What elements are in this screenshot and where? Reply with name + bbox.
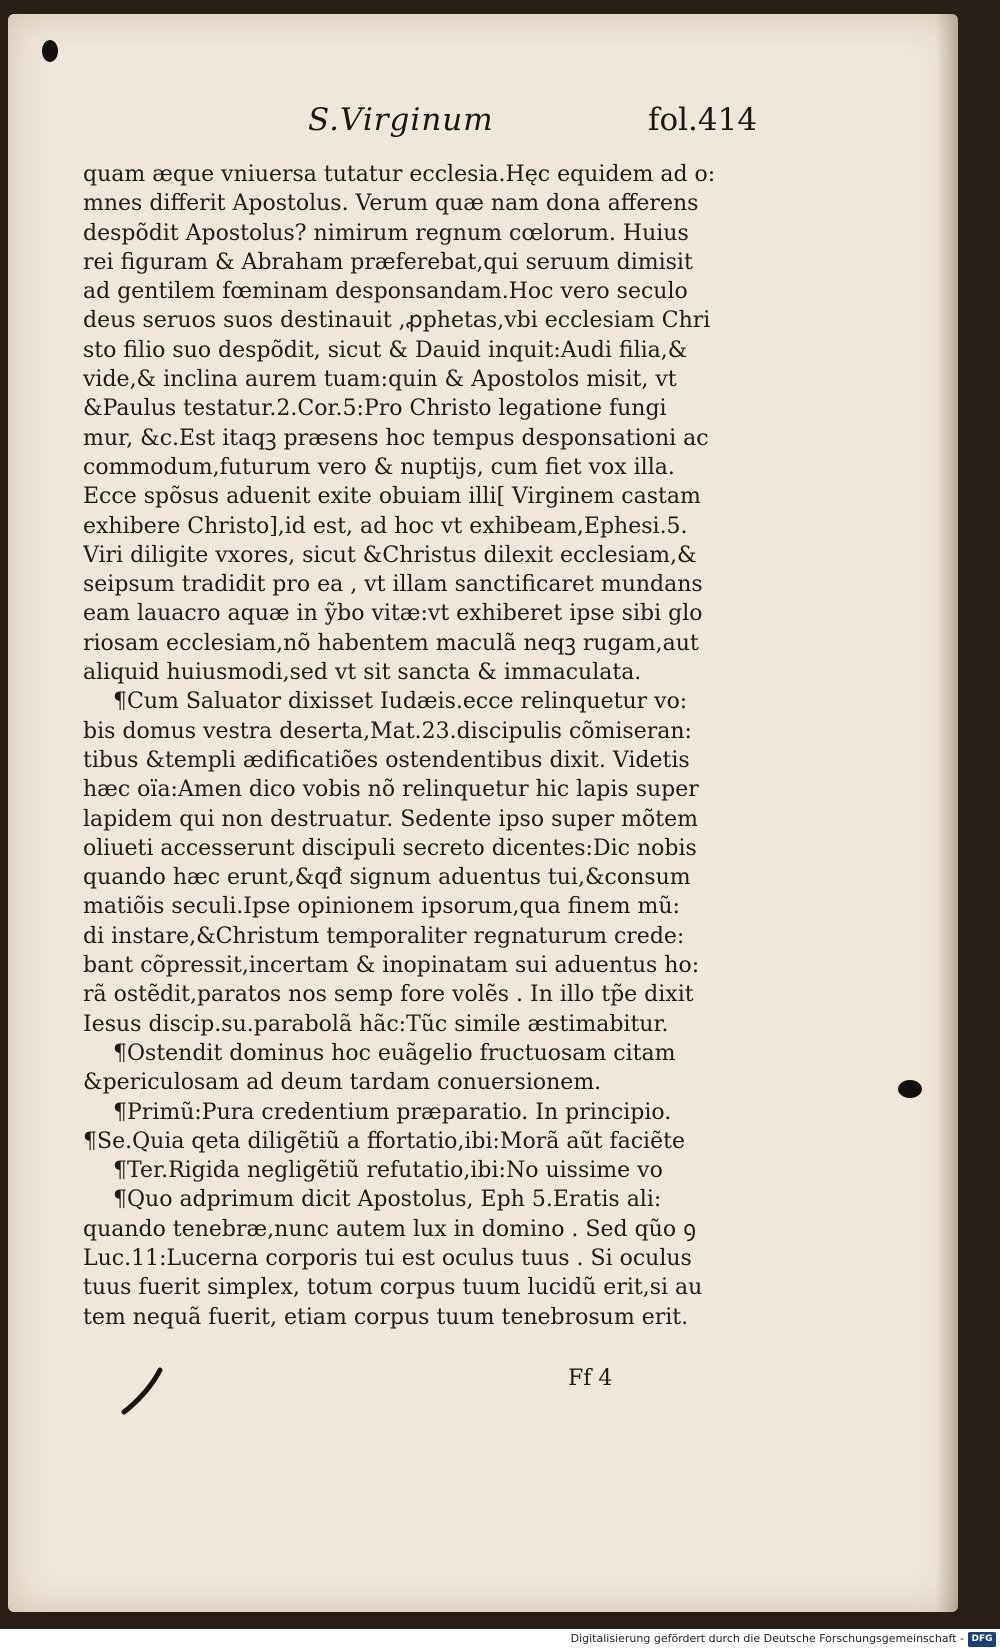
book-page: [8, 14, 958, 1612]
text-line: vide,& inclina aurem tuam:quin & Apostolos misit, vt: [83, 367, 677, 393]
text-line: ¶Primũ:Pura credentium præparatio. In principio.: [113, 1099, 672, 1125]
running-title: S.Virginum: [308, 102, 494, 138]
text-line: &periculosam ad deum tardam conuersionem.: [83, 1070, 602, 1096]
text-line: di instare,&Christum temporaliter regnaturum crede:: [83, 923, 685, 949]
text-line: Viri diligite vxores, sicut &Christus dilexit ecclesiam,&: [83, 542, 697, 568]
text-line: tuus fuerit simplex, totum corpus tuum lucidũ erit,si au: [83, 1275, 703, 1301]
text-line: ¶Se.Quia qeta diligẽtiũ a ffortatio,ibi:Morã aũt faciẽte: [83, 1128, 685, 1154]
text-line: quando tenebræ,nunc autem lux in domino . Sed qũo ꝯ: [83, 1216, 696, 1242]
text-line: riosam ecclesiam,nõ habentem maculã neqꝫ rugam,aut: [83, 630, 699, 656]
text-line: ¶Ostendit dominus hoc euãgelio fructuosam citam: [113, 1040, 676, 1066]
text-line: matiõis seculi.Ipse opinionem ipsorum,qua finem mũ:: [83, 894, 680, 920]
text-line: bant cõpressit,incertam & inopinatam sui aduentus ho:: [83, 953, 700, 979]
text-line: rã ostẽdit,paratos nos semp fore volẽs . In illo tp̃e dixit: [83, 982, 694, 1008]
text-line: ¶Ter.Rigida negligẽtiũ refutatio,ibi:No uissime vo: [113, 1158, 663, 1184]
text-line: oliueti accesserunt discipuli secreto dicentes:Dic nobis: [83, 835, 697, 861]
text-line: exhibere Christo],id est, ad hoc vt exhibeam,Ephesi.5.: [83, 513, 688, 539]
signature-mark: Ff 4: [568, 1366, 613, 1391]
text-line: aliquid huiusmodi,sed vt sit sancta & immaculata.: [83, 660, 642, 686]
text-line: tem nequã fuerit, etiam corpus tuum tenebrosum erit.: [83, 1304, 689, 1330]
text-line: quando hæc erunt,&qđ signum aduentus tui,&consum: [83, 865, 691, 891]
folio-number: fol.414: [648, 102, 758, 138]
page-header: [8, 102, 958, 152]
dfg-logo: DFG: [968, 1632, 996, 1647]
pen-stroke-mark: [120, 1366, 170, 1416]
binding-hole-right: [898, 1080, 922, 1098]
text-line: mnes differit Apostolus. Verum quæ nam dona afferens: [83, 191, 699, 217]
text-line: ad gentilem fœminam desponsandam.Hoc vero seculo: [83, 279, 688, 305]
text-line: commodum,futurum vero & nuptijs, cum fiet vox illa.: [83, 454, 675, 480]
text-line: lapidem qui non destruatur. Sedente ipso super mõtem: [83, 806, 698, 832]
text-line: quam æque vniuersa tutatur ecclesia.Hęc equidem ad o:: [83, 162, 716, 187]
text-line: seipsum tradidit pro ea , vt illam sanctificaret mundans: [83, 572, 703, 598]
body-text: [83, 160, 763, 1332]
text-line: sto filio suo despõdit, sicut & Dauid inquit:Audi filia,&: [83, 337, 688, 363]
text-line: &Paulus testatur.2.Cor.5:Pro Christo legatione fungi: [83, 396, 667, 422]
text-line: ¶Quo adprimum dicit Apostolus, Eph 5.Eratis ali:: [113, 1187, 662, 1213]
text-line: despõdit Apostolus? nimirum regnum cœlorum. Huius: [83, 220, 689, 246]
text-line: rei figuram & Abraham præferebat,qui seruum dimisit: [83, 249, 693, 275]
credit-bar: [0, 1629, 1000, 1651]
text-line: Ecce spõsus aduenit exite obuiam illi[ Virginem castam: [83, 484, 701, 510]
text-line: ¶Cum Saluator dixisset Iudæis.ecce relinquetur vo:: [113, 689, 688, 715]
text-line: bis domus vestra deserta,Mat.23.discipulis cõmiseran:: [83, 718, 692, 744]
funding-credit: Digitalisierung gefördert durch die Deutsche Forschungsgemeinschaft -: [570, 1632, 964, 1645]
text-line: mur, &c.Est itaqꝫ præsens hoc tempus desponsationi ac: [83, 425, 709, 451]
text-line: Luc.11:Lucerna corporis tui est oculus tuus . Si oculus: [83, 1245, 692, 1271]
text-line: eam lauacro aquæ in ỹbo vitæ:vt exhiberet ipse sibi glo: [83, 601, 703, 627]
text-line: Iesus discip.su.parabolã hãc:Tũc simile æstimabitur.: [83, 1011, 669, 1037]
binding-hole-top: [42, 40, 58, 62]
text-line: tibus &templi ædificatiões ostendentibus dixit. Videtis: [83, 747, 690, 773]
text-line: hæc oïa:Amen dico vobis nõ relinquetur hic lapis super: [83, 777, 699, 803]
text-line: deus seruos suos destinauit ,ꝓphetas,vbi ecclesiam Chri: [83, 308, 711, 334]
